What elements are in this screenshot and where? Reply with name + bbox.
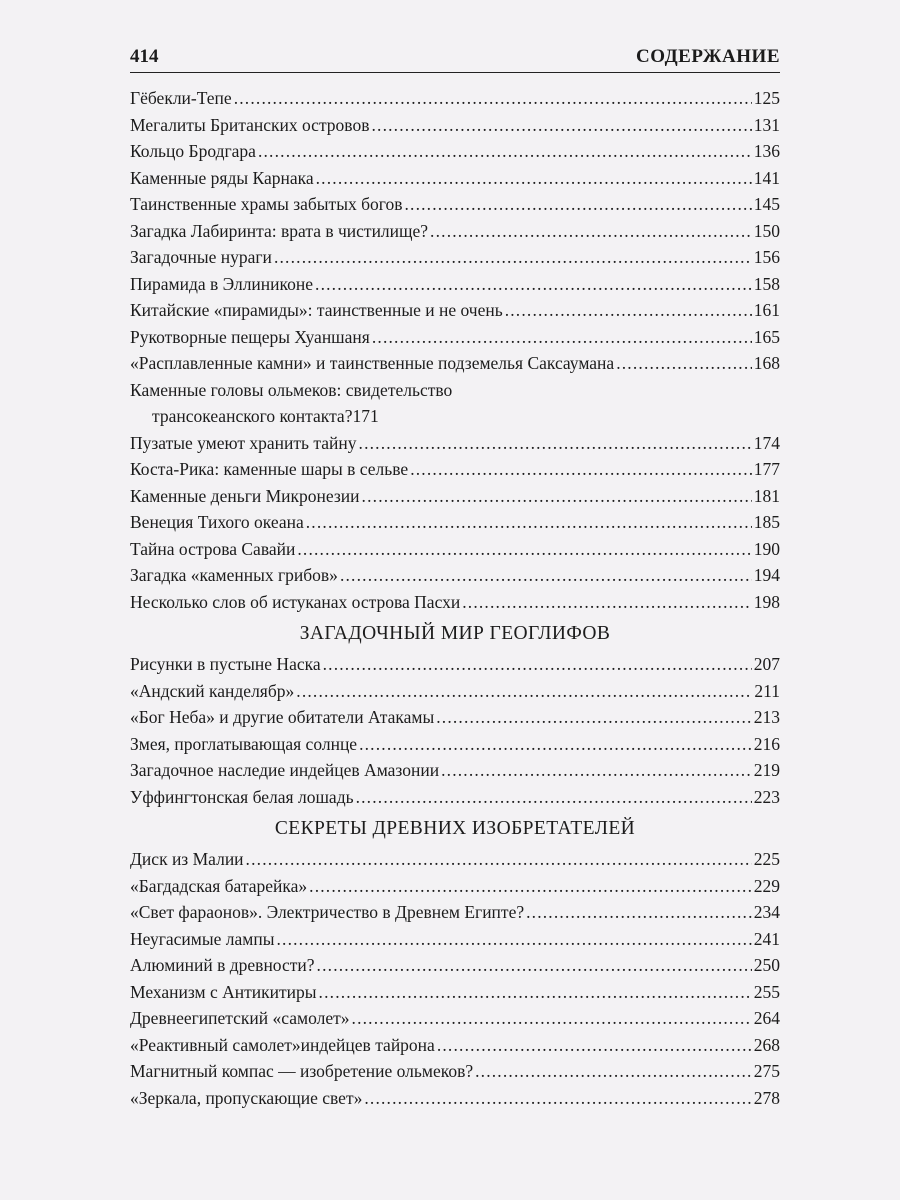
leader-dots bbox=[441, 757, 752, 784]
toc-entry-page: 150 bbox=[753, 220, 780, 241]
leader-dots bbox=[340, 562, 752, 589]
toc-entry-title: Гёбекли-Тепе bbox=[130, 88, 232, 108]
toc-entry-page: 161 bbox=[753, 300, 780, 320]
toc-entry-page: 198 bbox=[753, 591, 780, 612]
toc-entry-page: 213 bbox=[753, 707, 780, 727]
toc-entry bbox=[130, 899, 780, 926]
toc-entry-page: 275 bbox=[753, 1061, 780, 1081]
leader-dots bbox=[316, 165, 752, 192]
toc-entry bbox=[130, 430, 780, 457]
leader-dots bbox=[371, 112, 751, 139]
section-heading: СЕКРЕТЫ ДРЕВНИХ ИЗОБРЕТАТЕЛЕЙ bbox=[274, 818, 636, 839]
toc-entry-page: 211 bbox=[754, 680, 780, 701]
toc-entry-title: «Зеркала, пропускающие свет» bbox=[130, 1087, 363, 1108]
leader-dots bbox=[475, 1058, 752, 1085]
toc-entry bbox=[130, 979, 780, 1006]
toc-entry-title: Механизм с Антикитиры bbox=[130, 981, 317, 1002]
toc-entry-title: Кольцо Бродгара bbox=[130, 141, 256, 161]
toc-entry bbox=[130, 112, 780, 139]
toc-entry-title: Каменные деньги Микронезии bbox=[130, 485, 360, 506]
toc-entry-page: 264 bbox=[753, 1008, 780, 1028]
toc-entry-title: Загадка «каменных грибов» bbox=[130, 565, 338, 585]
toc-entry-title: «Свет фараонов». Электричество в Древнем Египте? bbox=[130, 902, 525, 922]
toc-entry-page: 156 bbox=[753, 247, 780, 267]
table-of-contents bbox=[130, 85, 780, 1111]
leader-dots bbox=[362, 483, 752, 510]
toc-entry-title: Магнитный компас — изобретение ольмеков? bbox=[130, 1061, 474, 1081]
leader-dots bbox=[246, 846, 752, 873]
toc-entry-page: 145 bbox=[753, 194, 780, 214]
toc-entry-title: Алюминий в древности? bbox=[130, 955, 315, 975]
toc-entry-title: Тайна острова Савайи bbox=[130, 538, 296, 559]
leader-dots bbox=[274, 244, 752, 271]
toc-entry bbox=[130, 483, 780, 510]
leader-dots bbox=[306, 509, 752, 536]
leader-dots bbox=[323, 651, 752, 678]
toc-entry-page: 225 bbox=[753, 849, 780, 869]
page-header bbox=[130, 46, 780, 73]
toc-entry-title: Китайские «пирамиды»: таинственные и не очень bbox=[130, 300, 503, 320]
toc-entry-page: 181 bbox=[753, 485, 780, 506]
toc-entry-page: 216 bbox=[753, 733, 780, 754]
toc-entry-page: 136 bbox=[753, 141, 780, 161]
leader-dots bbox=[309, 873, 752, 900]
toc-entry bbox=[130, 350, 780, 377]
toc-entry bbox=[130, 85, 780, 112]
toc-entry bbox=[130, 678, 780, 705]
toc-entry-title: «Реактивный самолет»индейцев тайрона bbox=[130, 1034, 435, 1055]
toc-entry-page: 174 bbox=[753, 432, 780, 453]
leader-dots bbox=[526, 899, 752, 926]
leader-dots bbox=[364, 1085, 751, 1112]
leader-dots bbox=[505, 297, 752, 324]
toc-entry-page: 278 bbox=[753, 1087, 780, 1108]
leader-dots bbox=[297, 536, 751, 563]
toc-entry-multiline bbox=[130, 377, 780, 430]
toc-entry-title: Уффингтонская белая лошадь bbox=[130, 786, 354, 807]
toc-entry-line2 bbox=[130, 403, 780, 430]
toc-entry-title: Мегалиты Британских островов bbox=[130, 114, 370, 135]
toc-entry bbox=[130, 509, 780, 536]
toc-entry bbox=[130, 1085, 780, 1112]
section-heading: ЗАГАДОЧНЫЙ МИР ГЕОГЛИФОВ bbox=[299, 623, 611, 644]
toc-entry bbox=[130, 873, 780, 900]
toc-entry-title: Змея, проглатывающая солнце bbox=[130, 733, 358, 754]
toc-entry bbox=[130, 324, 780, 351]
toc-entry-title: Коста-Рика: каменные шары в сельве bbox=[130, 459, 409, 479]
leader-dots bbox=[359, 430, 752, 457]
toc-entry-page: 125 bbox=[753, 88, 780, 108]
leader-dots bbox=[258, 138, 752, 165]
toc-entry-page: 207 bbox=[753, 654, 780, 674]
toc-entry bbox=[130, 536, 780, 563]
leader-dots bbox=[356, 784, 752, 811]
toc-entry-page: 234 bbox=[753, 902, 780, 922]
toc-entry-page: 241 bbox=[753, 928, 780, 949]
toc-entry-title: Диск из Малии bbox=[130, 849, 244, 869]
toc-entry bbox=[130, 952, 780, 979]
toc-entry-title-line1: Каменные головы ольмеков: свидетельство bbox=[130, 379, 453, 400]
leader-dots bbox=[276, 926, 751, 953]
toc-entry-title: «Бог Неба» и другие обитатели Атакамы bbox=[130, 707, 435, 727]
toc-entry-page: 185 bbox=[753, 512, 780, 532]
toc-entry-page: 219 bbox=[753, 760, 780, 780]
toc-entry bbox=[130, 191, 780, 218]
toc-entry bbox=[130, 297, 780, 324]
toc-entry-page: 268 bbox=[753, 1034, 780, 1055]
toc-entry bbox=[130, 757, 780, 784]
toc-block-1 bbox=[130, 85, 780, 615]
toc-entry bbox=[130, 244, 780, 271]
toc-entry-title: «Расплавленные камни» и таинственные подземелья Саксаумана bbox=[130, 353, 615, 373]
toc-entry-title: «Багдадская батарейка» bbox=[130, 875, 308, 896]
toc-entry bbox=[130, 846, 780, 873]
toc-entry bbox=[130, 456, 780, 483]
toc-entry bbox=[130, 651, 780, 678]
toc-entry-page: 194 bbox=[753, 565, 780, 585]
page-number: 414 bbox=[130, 46, 159, 67]
toc-entry-title: Загадка Лабиринта: врата в чистилище? bbox=[130, 220, 429, 241]
toc-entry-title: Древнеегипетский «самолет» bbox=[130, 1008, 350, 1028]
toc-entry-title: Неугасимые лампы bbox=[130, 928, 275, 949]
toc-entry-title: Рисунки в пустыне Наска bbox=[130, 654, 321, 674]
toc-entry bbox=[130, 731, 780, 758]
toc-entry-title: Каменные ряды Карнака bbox=[130, 167, 314, 188]
toc-entry-title: «Андский канделябр» bbox=[130, 680, 295, 701]
leader-dots bbox=[352, 1005, 752, 1032]
leader-dots bbox=[616, 350, 752, 377]
leader-dots bbox=[296, 678, 752, 705]
leader-dots bbox=[437, 1032, 752, 1059]
toc-entry-title: Рукотворные пещеры Хуаншаня bbox=[130, 326, 370, 347]
toc-entry bbox=[130, 784, 780, 811]
toc-entry-page: 141 bbox=[753, 167, 780, 188]
toc-entry bbox=[130, 271, 780, 298]
leader-dots bbox=[319, 979, 752, 1006]
leader-dots bbox=[359, 731, 752, 758]
leader-dots bbox=[436, 704, 752, 731]
toc-entry-page: 255 bbox=[753, 981, 780, 1002]
toc-entry-page: 229 bbox=[753, 875, 780, 896]
leader-dots bbox=[404, 191, 751, 218]
leader-dots bbox=[410, 456, 752, 483]
toc-entry bbox=[130, 165, 780, 192]
leader-dots bbox=[372, 324, 752, 351]
leader-dots bbox=[317, 952, 752, 979]
leader-dots bbox=[462, 589, 752, 616]
toc-entry bbox=[130, 926, 780, 953]
toc-entry bbox=[130, 1005, 780, 1032]
toc-entry bbox=[130, 589, 780, 616]
toc-entry-title: Венеция Тихого океана bbox=[130, 512, 304, 532]
toc-entry-page: 131 bbox=[753, 114, 780, 135]
toc-entry-title: Загадочное наследие индейцев Амазонии bbox=[130, 760, 440, 780]
toc-entry bbox=[130, 1058, 780, 1085]
leader-dots bbox=[430, 218, 752, 245]
toc-entry-page: 158 bbox=[753, 273, 780, 294]
toc-entry-page: 190 bbox=[753, 538, 780, 559]
toc-block-3 bbox=[130, 846, 780, 1111]
toc-entry-page: 177 bbox=[753, 459, 780, 479]
toc-entry bbox=[130, 138, 780, 165]
toc-entry-title: Загадочные нураги bbox=[130, 247, 272, 267]
toc-entry-page: 171 bbox=[352, 406, 379, 426]
toc-entry-page: 168 bbox=[753, 353, 780, 373]
toc-entry bbox=[130, 704, 780, 731]
toc-entry bbox=[130, 1032, 780, 1059]
toc-entry-title: Несколько слов об истуканах острова Пасхи bbox=[130, 591, 461, 612]
toc-block-2 bbox=[130, 651, 780, 810]
toc-entry-page: 223 bbox=[753, 786, 780, 807]
leader-dots bbox=[234, 85, 752, 112]
toc-entry-title: Таинственные храмы забытых богов bbox=[130, 194, 403, 214]
toc-entry-title-line2: трансокеанского контакта? bbox=[152, 406, 353, 426]
toc-entry-title: Пирамида в Эллиниконе bbox=[130, 273, 314, 294]
toc-entry-page: 250 bbox=[753, 955, 780, 975]
toc-entry-title: Пузатые умеют хранить тайну bbox=[130, 432, 357, 453]
leader-dots bbox=[315, 271, 752, 298]
running-title: СОДЕРЖАНИЕ bbox=[636, 46, 780, 67]
toc-entry bbox=[130, 562, 780, 589]
toc-entry bbox=[130, 218, 780, 245]
toc-entry-page: 165 bbox=[753, 326, 780, 347]
